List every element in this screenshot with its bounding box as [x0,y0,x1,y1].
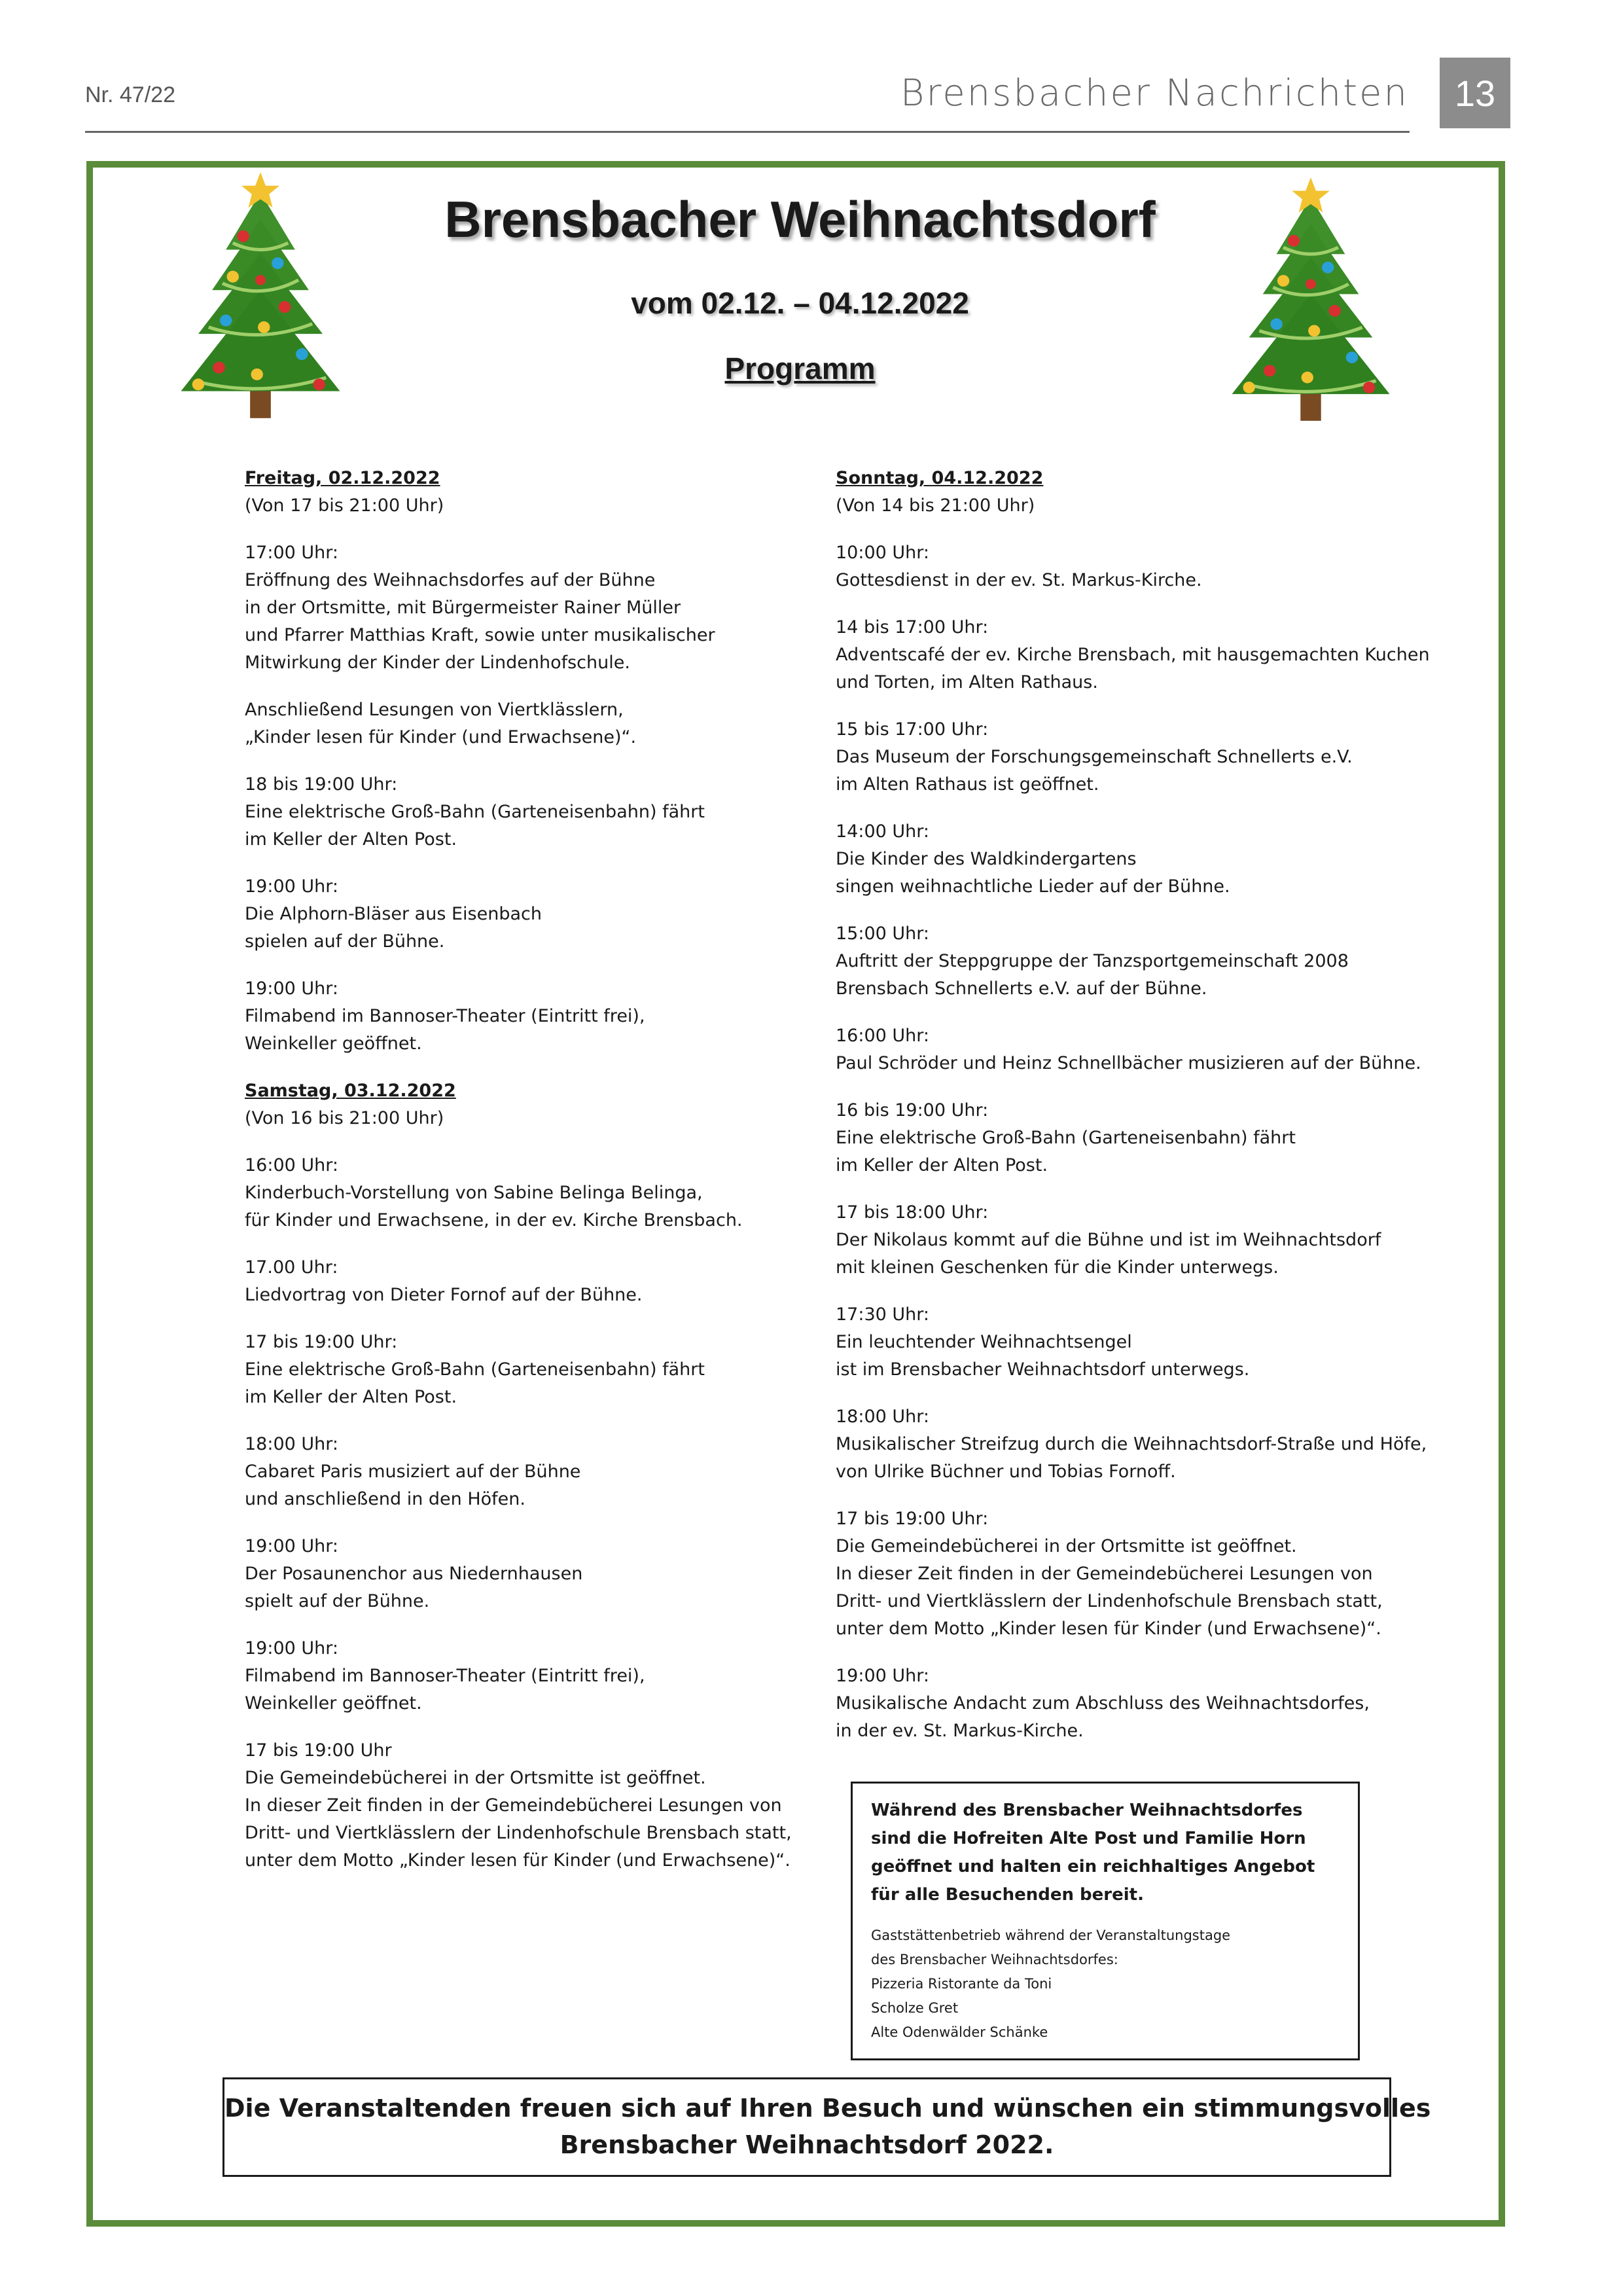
event-description: Ein leuchtender Weihnachtsengel [836,1332,1132,1352]
event-description: unter dem Motto „Kinder lesen für Kinder (und Erwachsene)“. [245,1850,791,1871]
restaurant-list [871,1924,1340,2045]
event-time: 14 bis 17:00 Uhr: [836,617,989,637]
event-description: spielt auf der Bühne. [245,1591,430,1611]
event-time: 19:00 Uhr: [245,1638,338,1659]
event-description: Liedvortrag von Dieter Fornof auf der Bühne. [245,1285,643,1305]
closing-message [222,2077,1431,2177]
day-hours: (Von 14 bis 21:00 Uhr) [836,495,1035,516]
event-description: Der Nikolaus kommt auf die Bühne und ist im Weihnachtsdorf [836,1230,1381,1250]
day-title: Samstag, 03.12.2022 [245,1081,456,1101]
sunday-events [836,539,1438,1745]
event-description: Dritt- und Viertklässlern der Lindenhofschule Brensbach statt, [245,1823,792,1843]
restaurant-name: Alte Odenwälder Schänke [871,2024,1048,2040]
event-item [245,1152,834,1234]
flyer-title: Brensbacher Weihnachtsdorf [444,190,1156,248]
event-item [245,1254,834,1309]
event-description: Anschließend Lesungen von Viertklässlern, [245,700,624,720]
event-item [836,1403,1438,1486]
date-range: vom 02.12. – 04.12.2022 [631,286,969,320]
event-item [245,539,834,677]
event-description: ist im Brensbacher Weihnachtsdorf unterwegs. [836,1359,1250,1380]
event-description: unter dem Motto „Kinder lesen für Kinder (und Erwachsene)“. [836,1619,1381,1639]
event-description: Musikalische Andacht zum Abschluss des Weihnachtsdorfes, [836,1693,1370,1713]
event-item [245,1329,834,1411]
event-description: im Keller der Alten Post. [836,1155,1048,1175]
event-time: 18 bis 19:00 Uhr: [245,774,398,795]
event-description: singen weihnachtliche Lieder auf der Bühne. [836,876,1230,897]
day-title: Sonntag, 04.12.2022 [836,468,1044,488]
event-time: 16 bis 19:00 Uhr: [836,1100,989,1121]
event-item [836,818,1438,901]
event-description: Dritt- und Viertklässlern der Lindenhofschule Brensbach statt, [836,1591,1383,1611]
program-right-column [836,465,1438,1765]
event-time: 10:00 Uhr: [836,543,929,563]
event-time: 16:00 Uhr: [245,1155,338,1175]
event-description: spielen auf der Bühne. [245,931,445,952]
event-description: Filmabend im Bannoser-Theater (Eintritt frei), [245,1006,645,1026]
program-left-column [245,465,834,1894]
event-description: Weinkeller geöffnet. [245,1693,422,1713]
closing-line: Die Veranstaltenden freuen sich auf Ihren Besuch und wünschen ein stimmungsvolles [224,2094,1431,2123]
event-description: Auftritt der Steppgruppe der Tanzsportgemeinschaft 2008 [836,951,1349,971]
event-description: Gottesdienst in der ev. St. Markus-Kirche. [836,570,1202,590]
day-sunday [836,465,1438,520]
restaurant-name: Scholze Gret [871,2000,959,2016]
event-item [245,1431,834,1513]
event-time: 17:00 Uhr: [245,543,338,563]
event-time: 18:00 Uhr: [245,1434,338,1454]
event-description: für Kinder und Erwachsene, in der ev. Kirche Brensbach. [245,1210,743,1230]
event-item [245,873,834,956]
closing-line: Brensbacher Weihnachtsdorf 2022. [560,2130,1054,2159]
event-item [836,1301,1438,1384]
event-description: im Keller der Alten Post. [245,1387,457,1407]
event-description: Brensbach Schnellerts e.V. auf der Bühne. [836,978,1207,999]
info-line: geöffnet und halten ein reichhaltiges Angebot [871,1857,1315,1876]
event-time: 16:00 Uhr: [836,1026,929,1046]
event-description: Musikalischer Streifzug durch die Weihnachtsdorf-Straße und Höfe, [836,1434,1427,1454]
friday-events [245,539,834,1058]
event-time: 19:00 Uhr: [245,876,338,897]
event-time: 17:30 Uhr: [836,1304,929,1325]
event-description: Die Alphorn-Bläser aus Eisenbach [245,904,542,924]
info-main-text [871,1797,1340,1909]
header-rule [85,131,1410,133]
event-item [836,614,1438,696]
event-item [245,1737,834,1874]
info-line: sind die Hofreiten Alte Post und Familie Horn [871,1829,1306,1848]
event-description: Paul Schröder und Heinz Schnellbächer musizieren auf der Bühne. [836,1053,1421,1073]
day-hours: (Von 16 bis 21:00 Uhr) [245,1108,444,1128]
event-time: 17.00 Uhr: [245,1257,338,1278]
event-description: Die Gemeindebücherei in der Ortsmitte ist geöffnet. [245,1768,706,1788]
info-small-line: Gaststättenbetrieb während der Veranstaltungstage [871,1928,1231,1943]
event-description: und Torten, im Alten Rathaus. [836,672,1098,692]
day-friday [245,465,834,520]
event-description: im Keller der Alten Post. [245,829,457,850]
event-item [245,696,834,751]
event-item [836,1505,1438,1643]
event-time: 18:00 Uhr: [836,1407,929,1427]
event-description: Eine elektrische Groß-Bahn (Garteneisenbahn) fährt [245,802,705,822]
event-time: 15 bis 17:00 Uhr: [836,719,989,740]
event-time: 17 bis 19:00 Uhr: [836,1509,989,1529]
saturday-events [245,1152,834,1874]
event-description: Eine elektrische Groß-Bahn (Garteneisenbahn) fährt [836,1128,1296,1148]
event-description: mit kleinen Geschenken für die Kinder unterwegs. [836,1257,1279,1278]
info-box [851,1782,1360,2060]
event-time: 19:00 Uhr: [245,978,338,999]
page-number: 13 [1440,58,1510,128]
restaurant-name: Pizzeria Ristorante da Toni [871,1976,1052,1992]
event-item [836,1022,1438,1077]
info-line: für alle Besuchenden bereit. [871,1885,1144,1905]
event-description: in der ev. St. Markus-Kirche. [836,1721,1084,1741]
event-description: Filmabend im Bannoser-Theater (Eintritt frei), [245,1666,645,1686]
event-description: in der Ortsmitte, mit Bürgermeister Rainer Müller [245,598,681,618]
event-time: 17 bis 19:00 Uhr: [245,1332,398,1352]
event-description: Adventscafé der ev. Kirche Brensbach, mit hausgemachten Kuchen [836,645,1430,665]
event-item [836,1662,1438,1745]
event-time: 19:00 Uhr: [836,1666,929,1686]
event-description: Mitwirkung der Kinder der Lindenhofschule. [245,653,630,673]
event-time: 14:00 Uhr: [836,821,929,842]
program-heading: Programm [724,351,876,386]
event-description: Das Museum der Forschungsgemeinschaft Schnellerts e.V. [836,747,1353,767]
event-description: Weinkeller geöffnet. [245,1033,422,1054]
event-description: In dieser Zeit finden in der Gemeindebücherei Lesungen von [836,1564,1373,1584]
event-description: Der Posaunenchor aus Niedernhausen [245,1564,583,1584]
event-item [836,716,1438,798]
event-time: 17 bis 19:00 Uhr [245,1740,392,1761]
event-item [836,539,1438,594]
info-small-line: des Brensbacher Weihnachtsdorfes: [871,1952,1118,1967]
event-item [836,1097,1438,1179]
event-description: Die Kinder des Waldkindergartens [836,849,1137,869]
newspaper-name: Brensbacher Nachrichten [900,72,1409,115]
event-time: 17 bis 18:00 Uhr: [836,1202,989,1223]
event-time: 15:00 Uhr: [836,924,929,944]
event-item [836,920,1438,1003]
info-line: Während des Brensbacher Weihnachtsdorfes [871,1801,1303,1820]
event-time: 19:00 Uhr: [245,1536,338,1556]
event-description: Kinderbuch-Vorstellung von Sabine Belinga Belinga, [245,1183,703,1203]
event-item [245,1635,834,1717]
day-hours: (Von 17 bis 21:00 Uhr) [245,495,444,516]
event-description: von Ulrike Büchner und Tobias Fornoff. [836,1462,1176,1482]
event-description: In dieser Zeit finden in der Gemeindebücherei Lesungen von [245,1795,782,1816]
day-title: Freitag, 02.12.2022 [245,468,440,488]
event-description: Eine elektrische Groß-Bahn (Garteneisenbahn) fährt [245,1359,705,1380]
event-item [245,1533,834,1615]
event-item [245,975,834,1058]
event-description: Eröffnung des Weihnachsdorfes auf der Bühne [245,570,656,590]
day-saturday [245,1077,834,1132]
event-item [836,1199,1438,1282]
event-description: und anschließend in den Höfen. [245,1489,525,1509]
event-description: und Pfarrer Matthias Kraft, sowie unter musikalischer [245,625,715,645]
event-description: Cabaret Paris musiziert auf der Bühne [245,1462,581,1482]
event-description: im Alten Rathaus ist geöffnet. [836,774,1099,795]
event-item [245,771,834,853]
event-description: „Kinder lesen für Kinder (und Erwachsene)“. [245,727,637,747]
event-description: Die Gemeindebücherei in der Ortsmitte ist geöffnet. [836,1536,1297,1556]
issue-number: Nr. 47/22 [85,82,175,107]
